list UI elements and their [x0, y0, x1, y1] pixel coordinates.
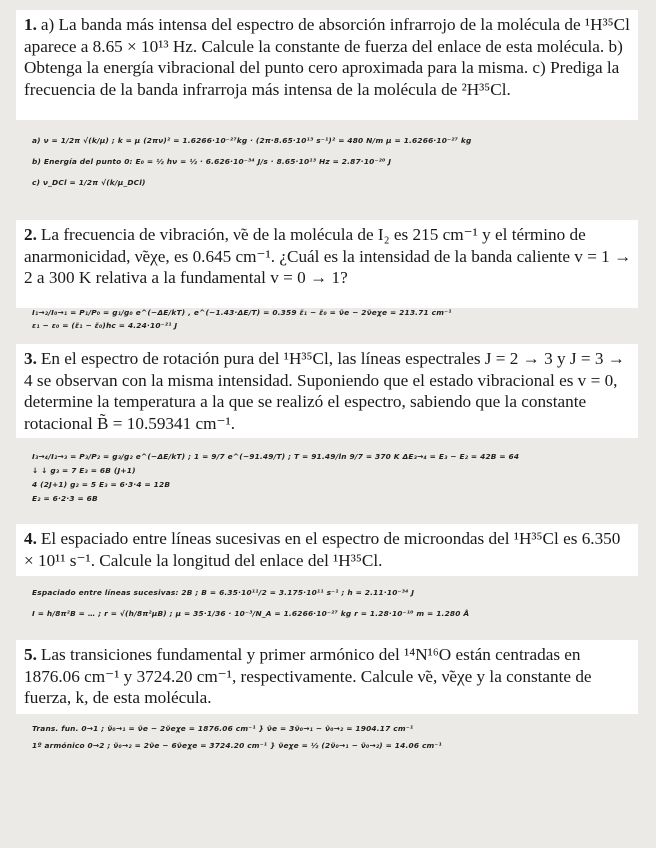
handwritten-notes-2	[32, 308, 452, 330]
problem-4	[16, 524, 638, 576]
problem-text: a) La banda más intensa del espectro de absorción infrarrojo de la molécula de ¹H³⁵Cl aparece a 8.65 × 10¹³ Hz. Calcule la constante de fuerza del enlace de esta molécula. b) Obtenga la energía vibracional del punto cero aproximada para la misma. c) Prediga la frecuencia de la banda infrarroja más intensa de la molécula de ²H³⁵Cl.	[24, 15, 630, 99]
note-line: Espaciado entre líneas sucesivas: 2B ; B = 6.35·10¹¹/2 = 3.175·10¹¹ s⁻¹ ; h = 2.11·10⁻³⁴ J	[32, 588, 415, 597]
note-line: Trans. fun. 0→1 ; ν̃₀→₁ = ν̃e − 2ν̃eχe = 1876.06 cm⁻¹ } ν̃e = 3ν̃₀→₁ − ν̃₀→₂ = 1904.17 cm⁻¹	[32, 724, 414, 733]
note-line: I₃→₄/I₂→₃ = P₃/P₂ = g₃/g₂ e^(−ΔE/kT) ; 1 = 9/7 e^(−91.49/T) ; T = 91.49/ln 9/7 = 370 K ΔE₃→₄ = E₃ − E₂ = 42B = 64	[32, 452, 520, 461]
problem-number: 3.	[24, 349, 37, 368]
problem-text: El espaciado entre líneas sucesivas en el espectro de microondas del ¹H³⁵Cl es 6.350 × 10¹¹ s⁻¹. Calcule la longitud del enlace del ¹H³⁵Cl.	[24, 529, 621, 570]
problem-text: La frecuencia de vibración, ν̃e de la molécula de I₂ es 215 cm⁻¹ y el término de anarmonicidad, ν̃eχe, es 0.645 cm⁻¹. ¿Cuál es la intensidad de la banda caliente v = 1 → 2 a 300 K relativa a la fundamental v = 0 → 1?	[24, 225, 632, 288]
note-line: b) Energía del punto 0: E₀ = ½ hν = ½ · 6.626·10⁻³⁴ J/s · 8.65·10¹³ Hz = 2.87·10⁻²⁰ J	[32, 157, 392, 166]
problem-text: En el espectro de rotación pura del ¹H³⁵Cl, las líneas espectrales J = 2 → 3 y J = 3 → 4 se observan con la misma intensidad. Suponiendo que el estado vibracional es v = 0, determine la temperatura a la que se realizó el espectro, sabiendo que la constante rotacional B̃ = 10.59341 cm⁻¹.	[24, 349, 625, 433]
note-line: I = h/8π²B = … ; r = √(h/8π²μB) ; μ = 35·1/36 · 10⁻³/N_A = 1.6266·10⁻²⁷ kg r = 1.28·10⁻¹⁰ m = 1.280 Å	[32, 609, 470, 618]
problem-number: 5.	[24, 645, 37, 664]
problem-number: 4.	[24, 529, 37, 548]
problem-number: 2.	[24, 225, 37, 244]
problem-3	[16, 344, 638, 438]
problem-text: Las transiciones fundamental y primer armónico del ¹⁴N¹⁶O están centradas en 1876.06 cm⁻¹ y 3724.20 cm⁻¹, respectivamente. Calcule ν̃e, ν̃eχe y la constante de fuerza, k, de esta molécula.	[24, 645, 592, 708]
handwritten-notes-3	[32, 452, 519, 503]
note-line: E₂ = 6·2·3 = 6B	[32, 494, 98, 503]
handwritten-notes-4	[32, 588, 469, 618]
handwritten-notes-5	[32, 724, 442, 750]
problem-5	[16, 640, 638, 714]
note-line: 1º armónico 0→2 ; ν̃₀→₂ = 2ν̃e − 6ν̃eχe = 3724.20 cm⁻¹ } ν̃eχe = ½ (2ν̃₀→₁ − ν̃₀→₂) = 14.06 cm⁻¹	[32, 741, 442, 750]
problem-1	[16, 10, 638, 120]
note-line: ↓ ↓ g₃ = 7 E₃ = 6B (J+1)	[32, 466, 136, 475]
note-line: ε₁ − ε₀ = (ε̃₁ − ε̃₀)hc = 4.24·10⁻²¹ J	[32, 321, 178, 330]
problem-2	[16, 220, 638, 308]
note-line: 4 (2J+1) g₂ = 5 E₃ = 6·3·4 = 12B	[32, 480, 171, 489]
note-line: c) ν_DCl = 1/2π √(k/μ_DCl)	[32, 178, 146, 187]
note-line: I₁→₂/I₀→₁ = P₁/P₀ = g₁/g₀ e^(−ΔE/kT) , e^(−1.43·ΔE/T) = 0.359 ε̃₁ − ε̃₀ = ν̃e − 2ν̃eχe = 213.71 cm⁻¹	[32, 308, 452, 317]
note-line: a) ν = 1/2π √(k/μ) ; k = μ (2πν)² = 1.6266·10⁻²⁷kg · (2π·8.65·10¹³ s⁻¹)² = 480 N/m μ = 1.6266·10⁻²⁷ kg	[32, 136, 472, 145]
problem-number: 1.	[24, 15, 37, 34]
handwritten-notes-1	[32, 136, 471, 187]
